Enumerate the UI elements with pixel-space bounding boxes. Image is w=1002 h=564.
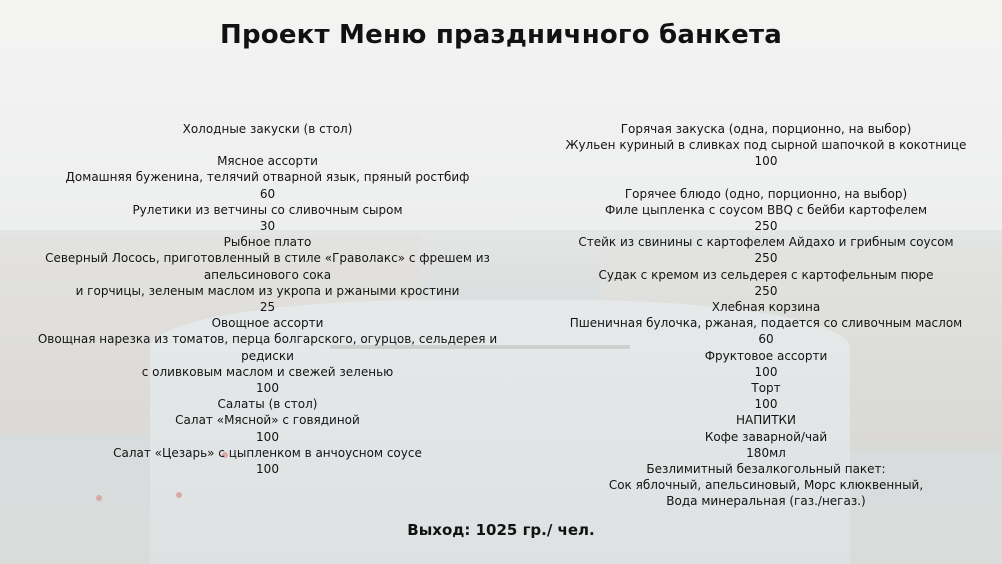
menu-right-line: Горячая закуска (одна, порционно, на выбор) (620, 122, 912, 136)
menu-left-line: Рыбное плато (223, 235, 312, 250)
menu-left-line: Овощное ассорти (211, 316, 324, 331)
menu-right-line: Сок яблочный, апельсиновый, Морс клюквенный, (608, 478, 924, 493)
menu-left-line: Рулетики из ветчины со сливочным сыром (132, 202, 403, 217)
menu-right-line: 250 (754, 251, 778, 266)
menu-right-line: Торт (751, 381, 781, 396)
background-boat (176, 492, 182, 498)
menu-left-line: апельсинового сока (203, 267, 332, 282)
menu-left-line: 60 (259, 186, 276, 201)
menu-left-line: 25 (259, 300, 276, 315)
menu-right-line: Горячее блюдо (одно, порционно, на выбор) (624, 186, 908, 201)
menu-right-line: НАПИТКИ (735, 413, 797, 428)
menu-right-line: Кофе заварной/чай (704, 429, 828, 444)
menu-left-line: Салат «Цезарь» с цыпленком в анчоусном соусе (113, 445, 422, 460)
menu-left-line: Овощная нарезка из томатов, перца болгарского, огурцов, сельдерея и (37, 332, 498, 347)
menu-left-line: Салат «Мясной» с говядиной (175, 413, 360, 428)
menu-right-line: Хлебная корзина (711, 300, 821, 315)
menu-right-line: 100 (754, 154, 778, 169)
menu-left-line: редиски (241, 348, 294, 363)
menu-right-line: Филе цыпленка с соусом BBQ с бейби картофелем (604, 202, 928, 217)
menu-left-column (15, 121, 520, 477)
menu-left-line: и горчицы, зеленым маслом из укропа и ржаными кростини (75, 283, 460, 298)
menu-right-line: 60 (758, 332, 774, 347)
menu-left-line: 100 (256, 462, 279, 477)
menu-right-line: Жульен куриный в сливках под сырной шапочкой в кокотнице (565, 138, 967, 153)
menu-right-line: 100 (754, 364, 778, 379)
menu-right-line: Пшеничная булочка, ржаная, подается со сливочным маслом (569, 316, 963, 331)
spacer (535, 170, 997, 186)
menu-left-line: 30 (259, 219, 276, 234)
menu-left-line: Салаты (в стол) (217, 397, 318, 412)
menu-right-line: Стейк из свинины с картофелем Айдахо и грибным соусом (578, 235, 954, 250)
menu-right-line: Вода минеральная (газ./негаз.) (666, 494, 866, 509)
menu-right-line: 250 (754, 219, 778, 234)
background-boat (96, 495, 102, 501)
menu-left-line: с оливковым маслом и свежей зеленью (141, 364, 394, 379)
menu-right-line: Безлимитный безалкогольный пакет: (646, 462, 886, 477)
menu-left-line: Северный Лосось, приготовленный в стиле «Граволакс» с фрешем из (45, 251, 490, 266)
menu-right-line: Судак с кремом из сельдерея с картофельным пюре (598, 267, 934, 282)
page-title: Проект Меню праздничного банкета (220, 20, 782, 50)
menu-right-line: Фруктовое ассорти (704, 348, 828, 363)
portion-yield: Выход: 1025 гр./ чел. (407, 521, 595, 539)
menu-right-line: 100 (754, 397, 778, 412)
menu-left-line: Мясное ассорти (217, 154, 318, 169)
menu-left-line: 100 (256, 381, 279, 396)
menu-left-line: Домашняя буженина, телячий отварной язык, пряный ростбиф (65, 170, 470, 185)
menu-left-line: 100 (256, 429, 279, 444)
menu-right-column (535, 121, 997, 510)
spacer (15, 137, 520, 153)
menu-right-line: 250 (754, 283, 778, 298)
menu-right-line: 180мл (746, 445, 786, 460)
menu-left-line: Холодные закуски (в стол) (182, 122, 353, 136)
